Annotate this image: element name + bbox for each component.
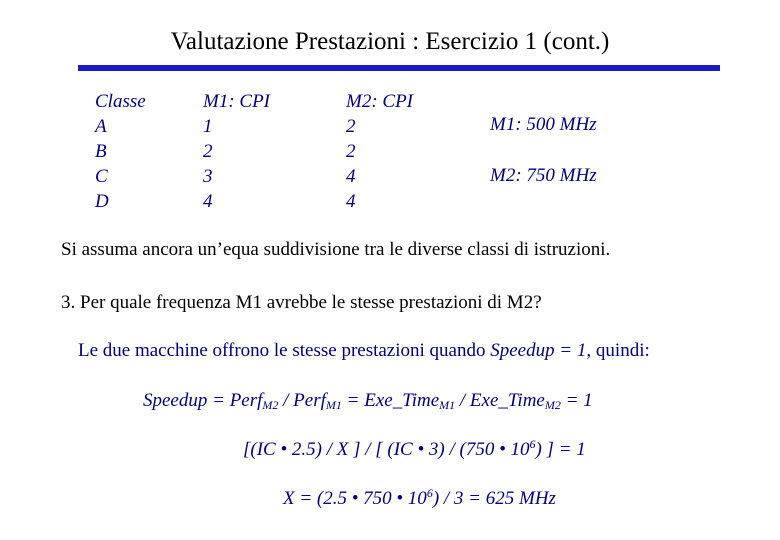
- assumption-text: Si assuma ancora un’equa suddivisione tra le diverse classi di istruzioni.: [61, 239, 611, 260]
- column-m2-cpi: [346, 89, 413, 214]
- m2-cpi-c: 4: [346, 166, 356, 187]
- m2-cpi-header: M2: CPI: [346, 91, 414, 112]
- eq1-part4: / Exe_Time: [455, 390, 545, 411]
- m1-cpi-header: M1: CPI: [203, 91, 271, 112]
- answer-intro-c: , quindi:: [586, 340, 650, 361]
- title-divider: [78, 65, 720, 71]
- m1-frequency: M1: 500 MHz: [490, 114, 597, 135]
- ratio-equation: [243, 439, 586, 461]
- answer-intro-a: Le due macchine offrono le stesse prestazioni quando: [78, 340, 491, 361]
- eq2-part1: [(IC • 2.5) / X ] / [ (IC • 3) / (750 • 10: [243, 439, 530, 460]
- eq3-exponent: 6: [426, 486, 433, 500]
- result-equation: [283, 488, 556, 510]
- eq1-sub-m2: M2: [262, 398, 279, 412]
- column-classe: [95, 89, 146, 214]
- m1-cpi-d: 4: [203, 191, 213, 212]
- eq1-sub-m2b: M2: [544, 398, 561, 412]
- eq1-sub-m1b: M1: [439, 398, 456, 412]
- eq3-part1: X = (2.5 • 750 • 10: [283, 488, 427, 509]
- classe-header: Classe: [95, 91, 146, 112]
- eq1-sub-m1: M1: [325, 398, 342, 412]
- m1-cpi-b: 2: [203, 141, 213, 162]
- eq1-part1: Speedup = Perf: [143, 390, 263, 411]
- speedup-equation: [143, 390, 593, 412]
- m2-frequency: M2: 750 MHz: [490, 165, 597, 186]
- classe-a: A: [95, 116, 107, 137]
- m1-cpi-c: 3: [203, 166, 213, 187]
- column-m1-cpi: [203, 89, 270, 214]
- classe-b: B: [95, 141, 107, 162]
- answer-intro-speedup: Speedup = 1: [490, 340, 587, 361]
- classe-c: C: [95, 166, 108, 187]
- eq2-part2: ) ] = 1: [535, 439, 586, 460]
- m2-cpi-d: 4: [346, 191, 356, 212]
- m2-cpi-a: 2: [346, 116, 356, 137]
- question-text: 3. Per quale frequenza M1 avrebbe le stesse prestazioni di M2?: [61, 292, 542, 313]
- page-title: Valutazione Prestazioni : Esercizio 1 (cont.): [170, 28, 610, 55]
- m2-cpi-b: 2: [346, 141, 356, 162]
- eq1-part2: / Perf: [278, 390, 326, 411]
- classe-d: D: [95, 191, 109, 212]
- answer-intro: [78, 340, 650, 362]
- eq2-exponent: 6: [529, 437, 536, 451]
- m1-cpi-a: 1: [203, 116, 213, 137]
- eq1-part5: = 1: [560, 390, 593, 411]
- eq3-part2: ) / 3 = 625 MHz: [432, 488, 556, 509]
- eq1-part3: = Exe_Time: [341, 390, 440, 411]
